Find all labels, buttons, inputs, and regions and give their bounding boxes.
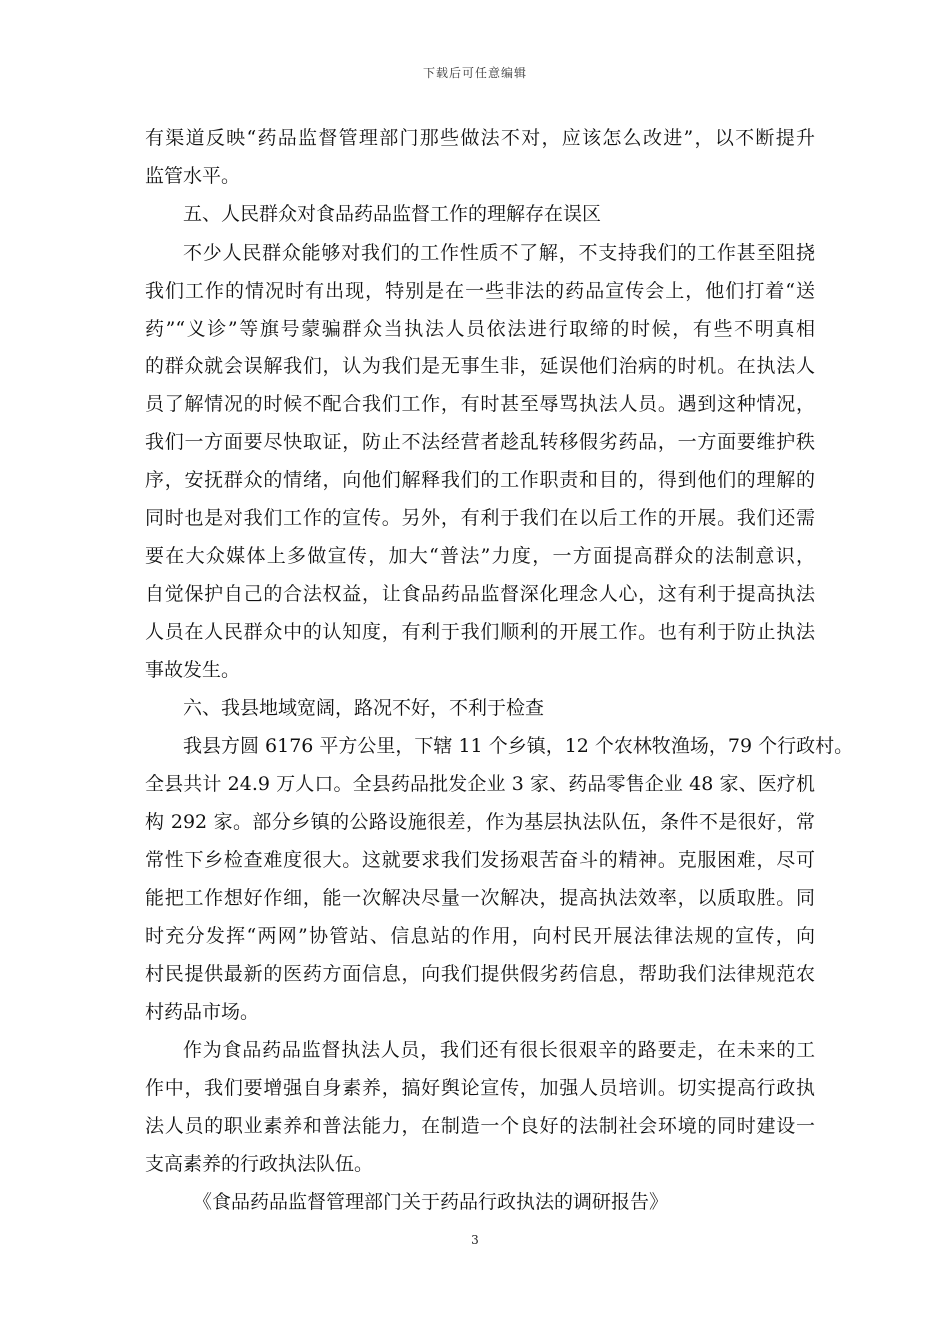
body-line: 时充分发挥“两网”协管站、信息站的作用，向村民开展法律法规的宣传，向 xyxy=(145,925,815,947)
body-line: 有渠道反映“药品监督管理部门那些做法不对，应该怎么改进”，以不断提升 xyxy=(145,127,815,149)
body-line: 构 292 家。部分乡镇的公路设施很差，作为基层执法队伍，条件不是很好，常 xyxy=(145,811,815,833)
section-heading: 六、我县地域宽阔，路况不好，不利于检查 xyxy=(183,697,545,719)
body-line: 事故发生。 xyxy=(145,659,241,681)
document-title-reference: 《食品药品监督管理部门关于药品行政执法的调研报告》 xyxy=(193,1191,669,1213)
body-line: 员了解情况的时候不配合我们工作，有时甚至辱骂执法人员。遇到这种情况， xyxy=(145,393,815,415)
body-line: 我县方圆 6176 平方公里，下辖 11 个乡镇，12 个农林牧渔场，79 个行政村。 xyxy=(183,735,854,757)
body-line: 常性下乡检查难度很大。这就要求我们发扬艰苦奋斗的精神。克服困难，尽可 xyxy=(145,849,815,871)
body-line: 人员在人民群众中的认知度，有利于我们顺利的开展工作。也有利于防止执法 xyxy=(145,621,815,643)
body-line: 村药品市场。 xyxy=(145,1001,260,1023)
body-line: 村民提供最新的医药方面信息，向我们提供假劣药信息，帮助我们法律规范农 xyxy=(145,963,815,985)
body-line: 自觉保护自己的合法权益，让食品药品监督深化理念人心，这有利于提高执法 xyxy=(145,583,815,605)
body-line: 药”“义诊”等旗号蒙骗群众当执法人员依法进行取缔的时候，有些不明真相 xyxy=(145,318,815,340)
body-line: 支高素养的行政执法队伍。 xyxy=(145,1153,374,1175)
body-line: 能把工作想好作细，能一次解决尽量一次解决，提高执法效率，以质取胜。同 xyxy=(145,887,815,909)
page-header: 下载后可任意编辑 xyxy=(422,66,527,80)
body-line: 监管水平。 xyxy=(145,165,241,187)
body-line: 我们工作的情况时有出现，特别是在一些非法的药品宣传会上，他们打着“送 xyxy=(145,280,815,302)
body-line: 同时也是对我们工作的宣传。另外，有利于我们在以后工作的开展。我们还需 xyxy=(145,507,815,529)
page-number: 3 xyxy=(471,1233,479,1247)
body-line: 要在大众媒体上多做宣传，加大“普法”力度，一方面提高群众的法制意识， xyxy=(145,545,815,567)
body-line: 序，安抚群众的情绪，向他们解释我们的工作职责和目的，得到他们的理解的 xyxy=(145,469,815,491)
body-line: 的群众就会误解我们，认为我们是无事生非，延误他们治病的时机。在执法人 xyxy=(145,355,815,377)
body-line: 不少人民群众能够对我们的工作性质不了解，不支持我们的工作甚至阻挠 xyxy=(183,242,815,264)
body-line: 作中，我们要增强自身素养，搞好舆论宣传，加强人员培训。切实提高行政执 xyxy=(145,1077,815,1099)
body-line: 作为食品药品监督执法人员，我们还有很长很艰辛的路要走，在未来的工 xyxy=(183,1039,815,1061)
body-line: 全县共计 24.9 万人口。全县药品批发企业 3 家、药品零售企业 48 家、医疗机 xyxy=(145,773,815,795)
body-line: 我们一方面要尽快取证，防止不法经营者趁乱转移假劣药品，一方面要维护秩 xyxy=(145,431,815,453)
section-heading: 五、人民群众对食品药品监督工作的理解存在误区 xyxy=(183,203,602,225)
body-line: 法人员的职业素养和普法能力，在制造一个良好的法制社会环境的同时建设一 xyxy=(145,1115,815,1137)
